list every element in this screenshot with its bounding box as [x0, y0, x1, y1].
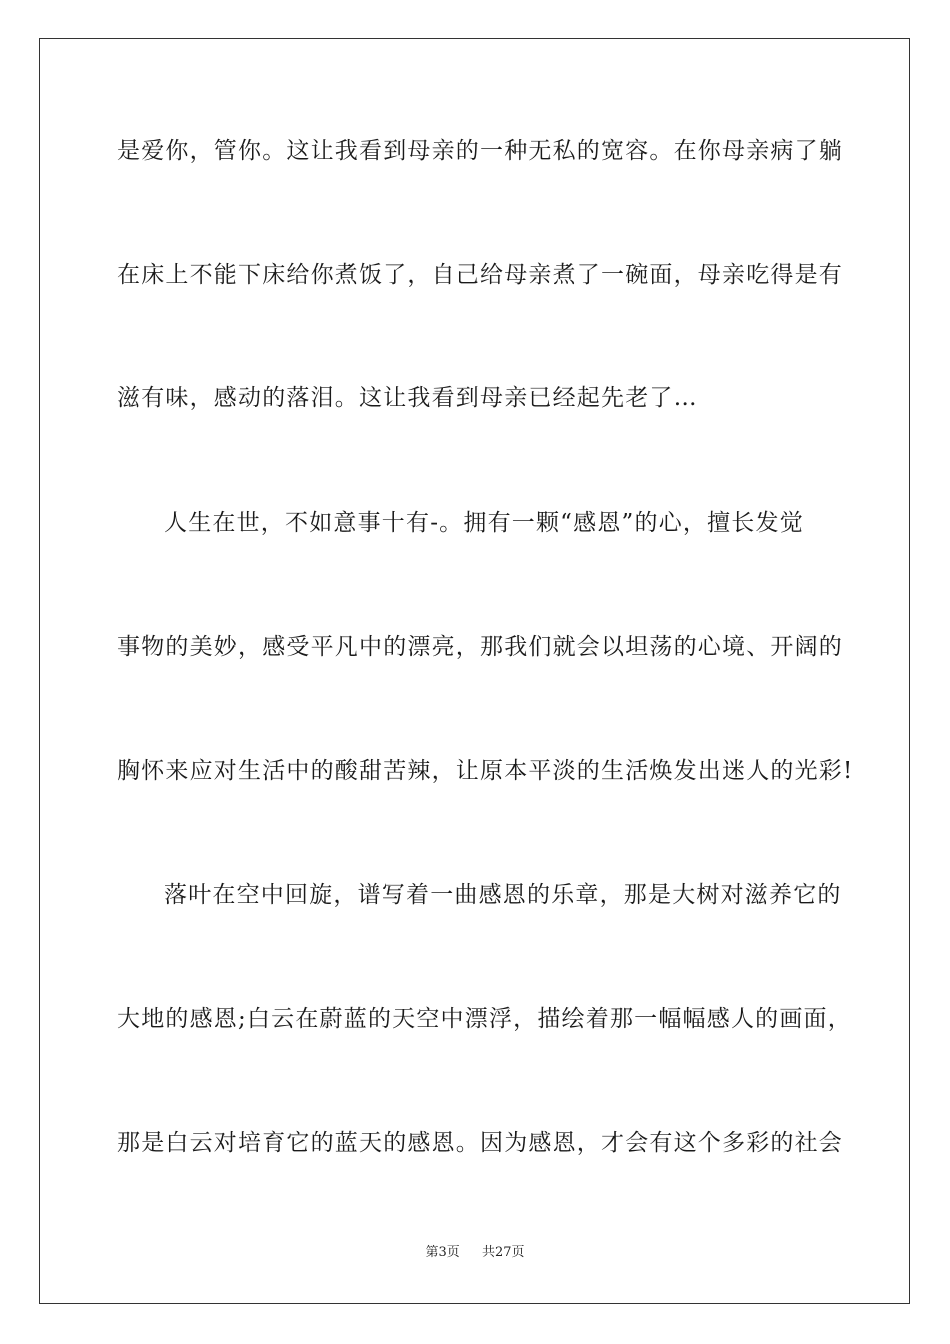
text-line: 那是白云对培育它的蓝天的感恩。因为感恩，才会有这个多彩的社会 [117, 1130, 843, 1156]
page-number-current: 第3页 [425, 1245, 460, 1260]
text-line: 大地的感恩;白云在蔚蓝的天空中漂浮，描绘着那一幅幅感人的画面， [117, 1006, 852, 1032]
page-number-total: 共27页 [482, 1245, 525, 1260]
text-line: 在床上不能下床给你煮饭了，自己给母亲煮了一碗面，母亲吃得是有 [117, 262, 843, 288]
paragraph-start-line: 落叶在空中回旋，谱写着一曲感恩的乐章，那是大树对滋养它的 [164, 882, 842, 908]
text-line: 胸怀来应对生活中的酸甜苦辣，让原本平淡的生活焕发出迷人的光彩! [117, 758, 854, 784]
paragraph-start-line: 人生在世，不如意事十有-。拥有一颗“感恩”的心，擅长发觉 [164, 510, 804, 536]
page-frame [39, 38, 910, 1304]
text-line: 是爱你，管你。这让我看到母亲的一种无私的宽容。在你母亲病了躺 [117, 138, 843, 164]
text-line: 事物的美妙，感受平凡中的漂亮，那我们就会以坦荡的心境、开阔的 [117, 634, 843, 660]
page-footer [0, 1244, 950, 1262]
text-line: 滋有味，感动的落泪。这让我看到母亲已经起先老了… [117, 385, 698, 411]
